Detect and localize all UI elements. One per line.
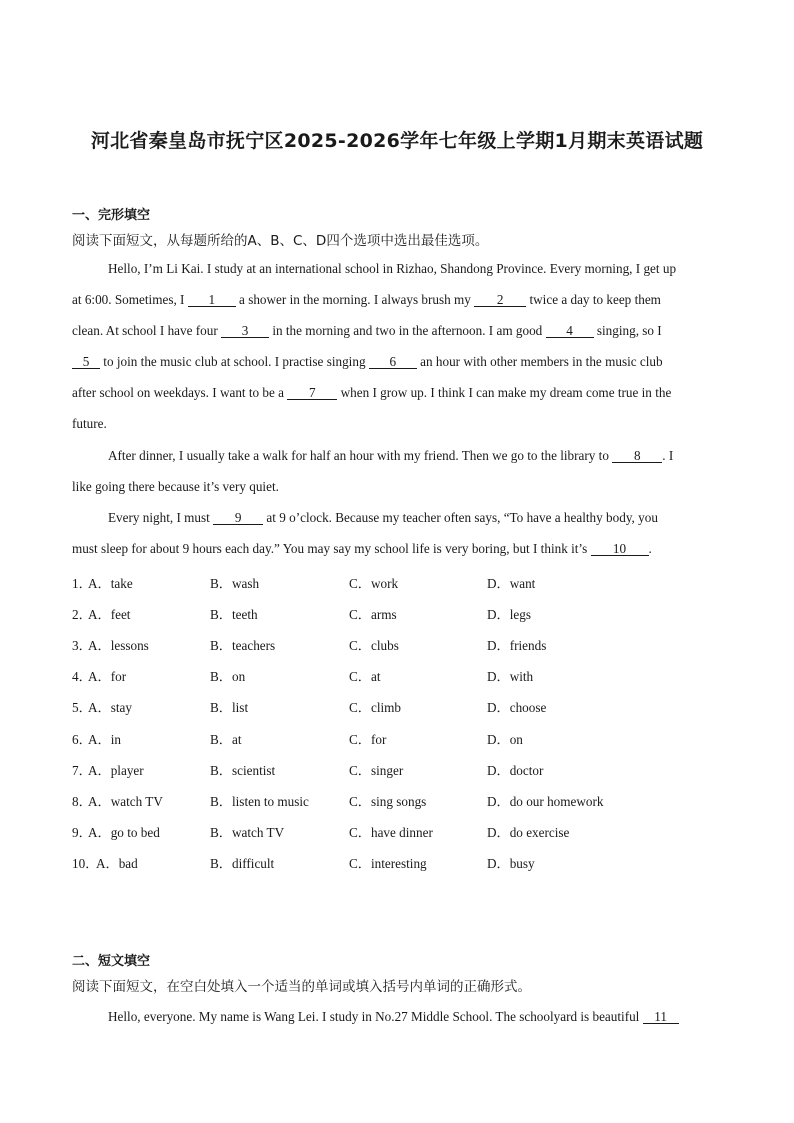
question-number: 2． [72,607,92,622]
passage-line [108,510,722,526]
question-number: 8． [72,794,92,809]
blank-2: 2 [474,293,526,307]
question-number: 9． [72,825,92,840]
option-b: B．at [210,732,242,747]
question-number: 3． [72,638,92,653]
option-a: A．go to bed [88,825,160,840]
option-a: A．bad [96,856,138,871]
question-number: 5． [72,700,92,715]
passage-text: must sleep for about 9 hours each day.” You may say my school life is very boring, but I think it’s [72,541,591,556]
option-a: A．lessons [88,638,149,653]
blank-5: 5 [72,355,100,369]
section-instruction-fill-blanks: 阅读下面短文，在空白处填入一个适当的单词或填入括号内单词的正确形式。 [72,979,531,995]
option-c: C．clubs [349,638,399,653]
blank-6: 6 [369,355,417,369]
option-c: C．for [349,732,387,747]
passage-text: . [648,541,652,556]
passage-line [72,292,722,308]
option-d: D．with [487,669,534,684]
passage-line [72,354,722,370]
option-b: B．difficult [210,856,275,871]
option-b: B．listen to music [210,794,309,809]
blank-3: 3 [221,324,269,338]
passage-text: at 6:00. Sometimes, I [72,292,188,307]
section-heading-fill-blanks: 二、短文填空 [72,954,151,969]
passage-line [72,541,722,557]
option-c: C．arms [349,607,397,622]
passage-text: singing, so I [593,323,662,338]
passage-text: in the morning and two in the afternoon. I am good [269,323,546,338]
question-number: 10． [72,856,99,871]
option-a: A．player [88,763,144,778]
option-d: D．legs [487,607,531,622]
option-d: D．on [487,732,523,747]
option-b: B．wash [210,576,260,591]
option-c: C．sing songs [349,794,427,809]
blank-1: 1 [188,293,236,307]
passage-line [72,323,722,339]
blank-8: 8 [612,449,662,463]
option-b: B．scientist [210,763,276,778]
blank-9: 9 [213,511,263,525]
question-number: 1． [72,576,92,591]
option-b: B．teeth [210,607,258,622]
option-b: B．watch TV [210,825,285,840]
option-d: D．want [487,576,536,591]
option-a: A．take [88,576,133,591]
option-c: C．have dinner [349,825,433,840]
option-a: A．feet [88,607,131,622]
section-heading-cloze: 一、完形填空 [72,208,151,223]
passage-text: like going there because it’s very quiet. [72,479,279,494]
page-title: 河北省秦皇岛市抚宁区2025-2026学年七年级上学期1月期末英语试题 [90,130,704,152]
option-a: A．watch TV [88,794,163,809]
blank-11: 11 [643,1010,679,1024]
passage-text: . I [662,448,674,463]
blank-7: 7 [287,386,337,400]
passage-text: clean. At school I have four [72,323,222,338]
option-c: C．interesting [349,856,427,871]
passage-text: twice a day to keep them [526,292,661,307]
passage-text: Every night, I must [108,510,214,525]
option-d: D．do exercise [487,825,570,840]
passage-text: when I grow up. I think I can make my dream come true in the [337,385,672,400]
option-a: A．stay [88,700,132,715]
question-number: 4． [72,669,92,684]
option-c: C．singer [349,763,404,778]
option-d: D．choose [487,700,547,715]
passage-line [108,261,722,277]
passage-text: after school on weekdays. I want to be a [72,385,288,400]
passage-line [72,385,722,401]
passage-line [108,1009,722,1025]
passage-line [72,416,722,432]
option-c: C．work [349,576,399,591]
option-d: D．busy [487,856,535,871]
option-b: B．list [210,700,249,715]
passage-text: After dinner, I usually take a walk for half an hour with my friend. Then we go to the library to [108,448,613,463]
passage-line [72,479,722,495]
blank-10: 10 [591,542,649,556]
passage-line [108,448,722,464]
option-a: A．in [88,732,121,747]
passage-text: Hello, everyone. My name is Wang Lei. I study in No.27 Middle School. The schoolyard is beautiful [108,1009,643,1024]
blank-4: 4 [546,324,594,338]
option-b: B．on [210,669,246,684]
passage-text: Hello, I’m Li Kai. I study at an international school in Rizhao, Shandong Province. Every morning, I get up [108,261,677,276]
section-instruction-cloze: 阅读下面短文，从每题所给的A、B、C、D四个选项中选出最佳选项。 [72,233,489,249]
option-d: D．doctor [487,763,544,778]
option-b: B．teachers [210,638,276,653]
option-a: A．for [88,669,127,684]
option-d: D．do our homework [487,794,604,809]
question-number: 7． [72,763,92,778]
passage-text: a shower in the morning. I always brush my [235,292,475,307]
option-c: C．climb [349,700,402,715]
passage-text: an hour with other members in the music club [416,354,663,369]
option-c: C．at [349,669,381,684]
question-number: 6． [72,732,92,747]
passage-text: to join the music club at school. I practise singing [100,354,369,369]
passage-text: future. [72,416,107,431]
passage-text: at 9 o’clock. Because my teacher often says, “To have a healthy body, you [263,510,658,525]
option-d: D．friends [487,638,547,653]
